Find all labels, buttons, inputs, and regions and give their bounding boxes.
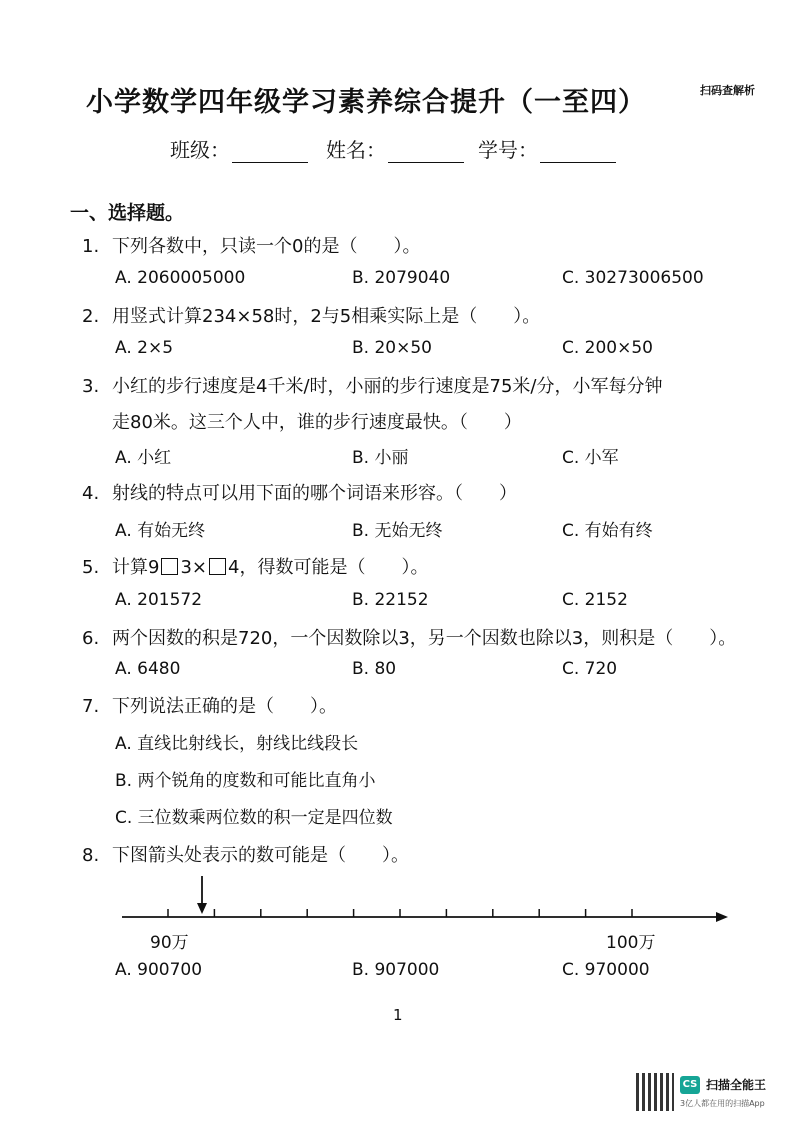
class-label: 班级：	[170, 138, 230, 162]
question-number: 2.	[82, 306, 100, 327]
question-text: 计算9	[112, 557, 160, 578]
q6-option-b[interactable]: B. 80	[352, 659, 397, 679]
q7-option-b[interactable]: B. 两个锐角的度数和可能比直角小	[115, 771, 376, 791]
number-line-arrowhead	[716, 912, 728, 922]
app-name: 扫描全能王	[706, 1078, 767, 1092]
question-number: 6.	[82, 628, 100, 649]
question-text: 两个因数的积是720，一个因数除以3，另一个因数也除以3，则积是（ ）。	[112, 628, 737, 649]
q8-option-b[interactable]: B. 907000	[352, 960, 440, 980]
q8-option-c[interactable]: C. 970000	[562, 960, 650, 980]
q1-option-a[interactable]: A. 2060005000	[115, 268, 246, 288]
camscanner-logo-icon: CS	[680, 1076, 700, 1094]
q7-option-a[interactable]: A. 直线比射线长，射线比线段长	[115, 734, 359, 754]
q8-option-a[interactable]: A. 900700	[115, 960, 203, 980]
q3-option-c[interactable]: C. 小军	[562, 448, 619, 468]
question-number: 7.	[82, 696, 100, 717]
question-text: 用竖式计算234×58时，2与5相乘实际上是（ ）。	[112, 306, 541, 327]
question-number: 5.	[82, 557, 100, 578]
q1-option-b[interactable]: B. 2079040	[352, 268, 451, 288]
page-number: 1	[393, 1006, 403, 1024]
q5-option-a[interactable]: A. 201572	[115, 590, 203, 610]
question-text: 下列各数中，只读一个0的是（ ）。	[112, 236, 421, 257]
pointer-arrow-head	[197, 903, 207, 914]
number-line-end-label: 100万	[606, 933, 656, 953]
q3-option-a[interactable]: A. 小红	[115, 448, 172, 468]
question-number: 3.	[82, 376, 100, 397]
q3-option-b[interactable]: B. 小丽	[352, 448, 409, 468]
q6-option-a[interactable]: A. 6480	[115, 659, 181, 679]
section-heading: 一、选择题。	[70, 202, 185, 224]
question-text: 下图箭头处表示的数可能是（ ）。	[112, 845, 409, 866]
question-text: 3×	[180, 557, 207, 578]
q2-option-b[interactable]: B. 20×50	[352, 338, 432, 358]
q6-option-c[interactable]: C. 720	[562, 659, 618, 679]
q5-option-b[interactable]: B. 22152	[352, 590, 429, 610]
qr-code-icon	[636, 1073, 674, 1111]
q4-option-c[interactable]: C. 有始有终	[562, 521, 653, 541]
q2-option-a[interactable]: A. 2×5	[115, 338, 174, 358]
page-title: 小学数学四年级学习素养综合提升（一至四）	[86, 87, 646, 118]
question-number: 1.	[82, 236, 100, 257]
q4-option-b[interactable]: B. 无始无终	[352, 521, 443, 541]
question-text: 小红的步行速度是4千米/时，小丽的步行速度是75米/分，小军每分钟	[112, 376, 663, 397]
question-number: 4.	[82, 483, 100, 504]
q1-option-c[interactable]: C. 30273006500	[562, 268, 704, 288]
question-text: 下列说法正确的是（ ）。	[112, 696, 337, 717]
q5-option-c[interactable]: C. 2152	[562, 590, 628, 610]
id-label: 学号：	[478, 138, 538, 162]
q2-option-c[interactable]: C. 200×50	[562, 338, 654, 358]
question-text: 射线的特点可以用下面的哪个词语来形容。（ ）	[112, 483, 517, 504]
name-label: 姓名：	[326, 138, 386, 162]
question-text: 4，得数可能是（ ）。	[228, 557, 429, 578]
title-note: 扫码查解析	[700, 84, 755, 97]
q7-option-c[interactable]: C. 三位数乘两位数的积一定是四位数	[115, 808, 393, 828]
app-tagline: 3亿人都在用的扫描App	[680, 1099, 765, 1108]
question-3-line-2: 走80米。这三个人中，谁的步行速度最快。（ ）	[112, 412, 522, 433]
number-line-start-label: 90万	[150, 933, 189, 953]
q4-option-a[interactable]: A. 有始无终	[115, 521, 206, 541]
question-number: 8.	[82, 845, 100, 866]
